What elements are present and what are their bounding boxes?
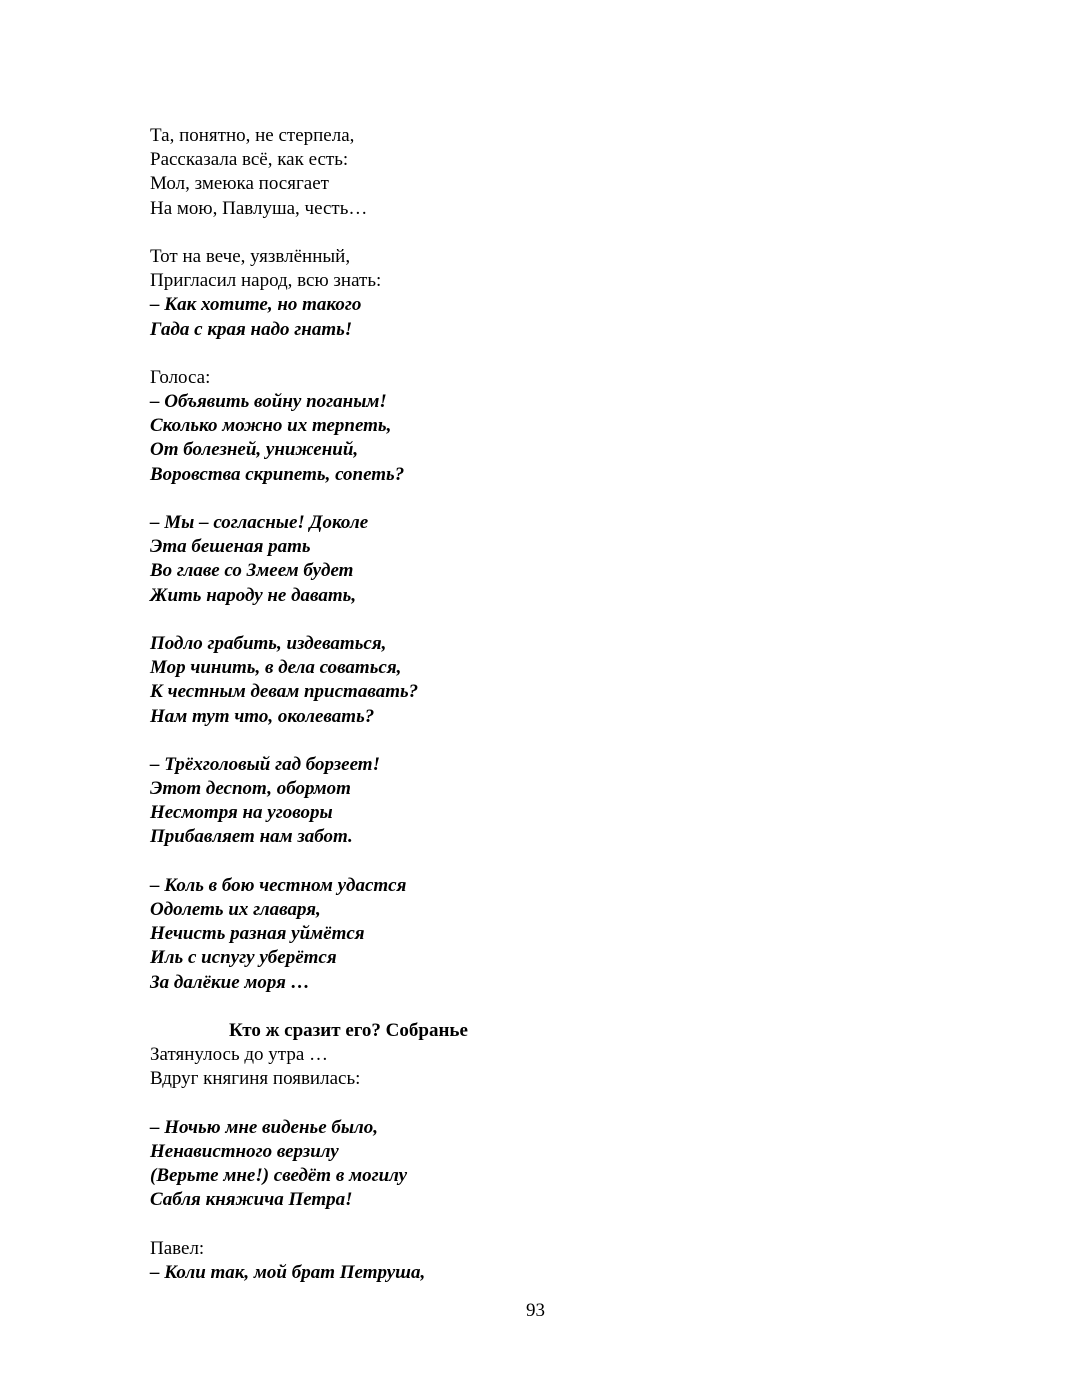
poem-line: – Как хотите, но такого — [150, 294, 362, 316]
stanza — [150, 1116, 950, 1213]
stanza — [150, 124, 950, 221]
poem-line: Затянулось до утра … — [150, 1044, 329, 1066]
poem-line: Нам тут что, околевать? — [150, 705, 375, 727]
poem-line: К честным девам приставать? — [150, 681, 419, 703]
poem-line: (Верьте мне!) сведёт в могилу — [150, 1165, 408, 1187]
poem-line: Сколько можно их терпеть, — [150, 415, 392, 437]
poem-line: Мор чинить, в дела соваться, — [150, 657, 402, 679]
stanza — [150, 511, 950, 608]
poem-line: Тот на вече, уязвлённый, — [150, 245, 351, 267]
poem-line: – Мы – согласные! Доколе — [150, 512, 369, 533]
poem-line: Этот деспот, обормот — [150, 778, 351, 800]
poem-line: Мол, змеюка посягает — [150, 173, 329, 195]
poem-line: Рассказала всё, как есть: — [150, 149, 349, 171]
poem-line: Нечисть разная уймётся — [150, 923, 365, 945]
poem-line: Ненавистного верзилу — [150, 1140, 339, 1162]
poem-line: Та, понятно, не стерпела, — [150, 125, 355, 146]
poem-line: Эта бешеная рать — [150, 536, 311, 558]
stanza — [150, 1019, 950, 1092]
poem-line: Павел: — [150, 1237, 205, 1259]
poem-line: Иль с испугу уберётся — [150, 947, 337, 969]
poem-line: На мою, Павлуша, честь… — [150, 197, 368, 219]
poem-line: Гада с края надо гнать! — [150, 318, 353, 340]
poem-line: Голоса: — [150, 366, 211, 388]
poem-line: Во главе со Змеем будет — [150, 560, 354, 582]
poem-line: Сабля княжича Петра! — [150, 1189, 353, 1211]
page-number: 93 — [526, 1300, 545, 1321]
stanza — [150, 366, 950, 487]
poem-line: – Ночью мне виденье было, — [150, 1116, 379, 1138]
stanza — [150, 632, 950, 729]
poem-line: Вдруг княгиня появилась: — [150, 1068, 361, 1090]
poem-line: – Трёхголовый гад борзеет! — [150, 753, 380, 775]
poem-line: За далёкие моря … — [150, 971, 310, 993]
poem-line: Пригласил народ, всю знать: — [150, 270, 382, 292]
stanza — [150, 245, 950, 342]
poem-line: Одолеть их главаря, — [150, 899, 321, 920]
stanza — [150, 753, 950, 850]
poem-line: Прибавляет нам забот. — [150, 826, 353, 848]
poem-line: Жить народу не давать, — [150, 584, 357, 606]
stanza — [150, 1237, 950, 1285]
poem-line: – Объявить войну поганым! — [150, 391, 387, 413]
poem-line: – Коли так, мой брат Петруша, — [150, 1261, 426, 1283]
stanza — [150, 874, 950, 995]
poem-line: Воровства скрипеть, сопеть? — [150, 463, 405, 485]
poem-line: Подло грабить, издеваться, — [150, 632, 387, 654]
poem-line: От болезней, унижений, — [150, 439, 359, 461]
poem-text — [150, 124, 950, 1309]
poem-line: – Коль в бою честном удастся — [150, 874, 407, 896]
poem-line: Кто ж сразит его? Собранье — [229, 1019, 468, 1041]
poem-line: Несмотря на уговоры — [150, 802, 333, 824]
